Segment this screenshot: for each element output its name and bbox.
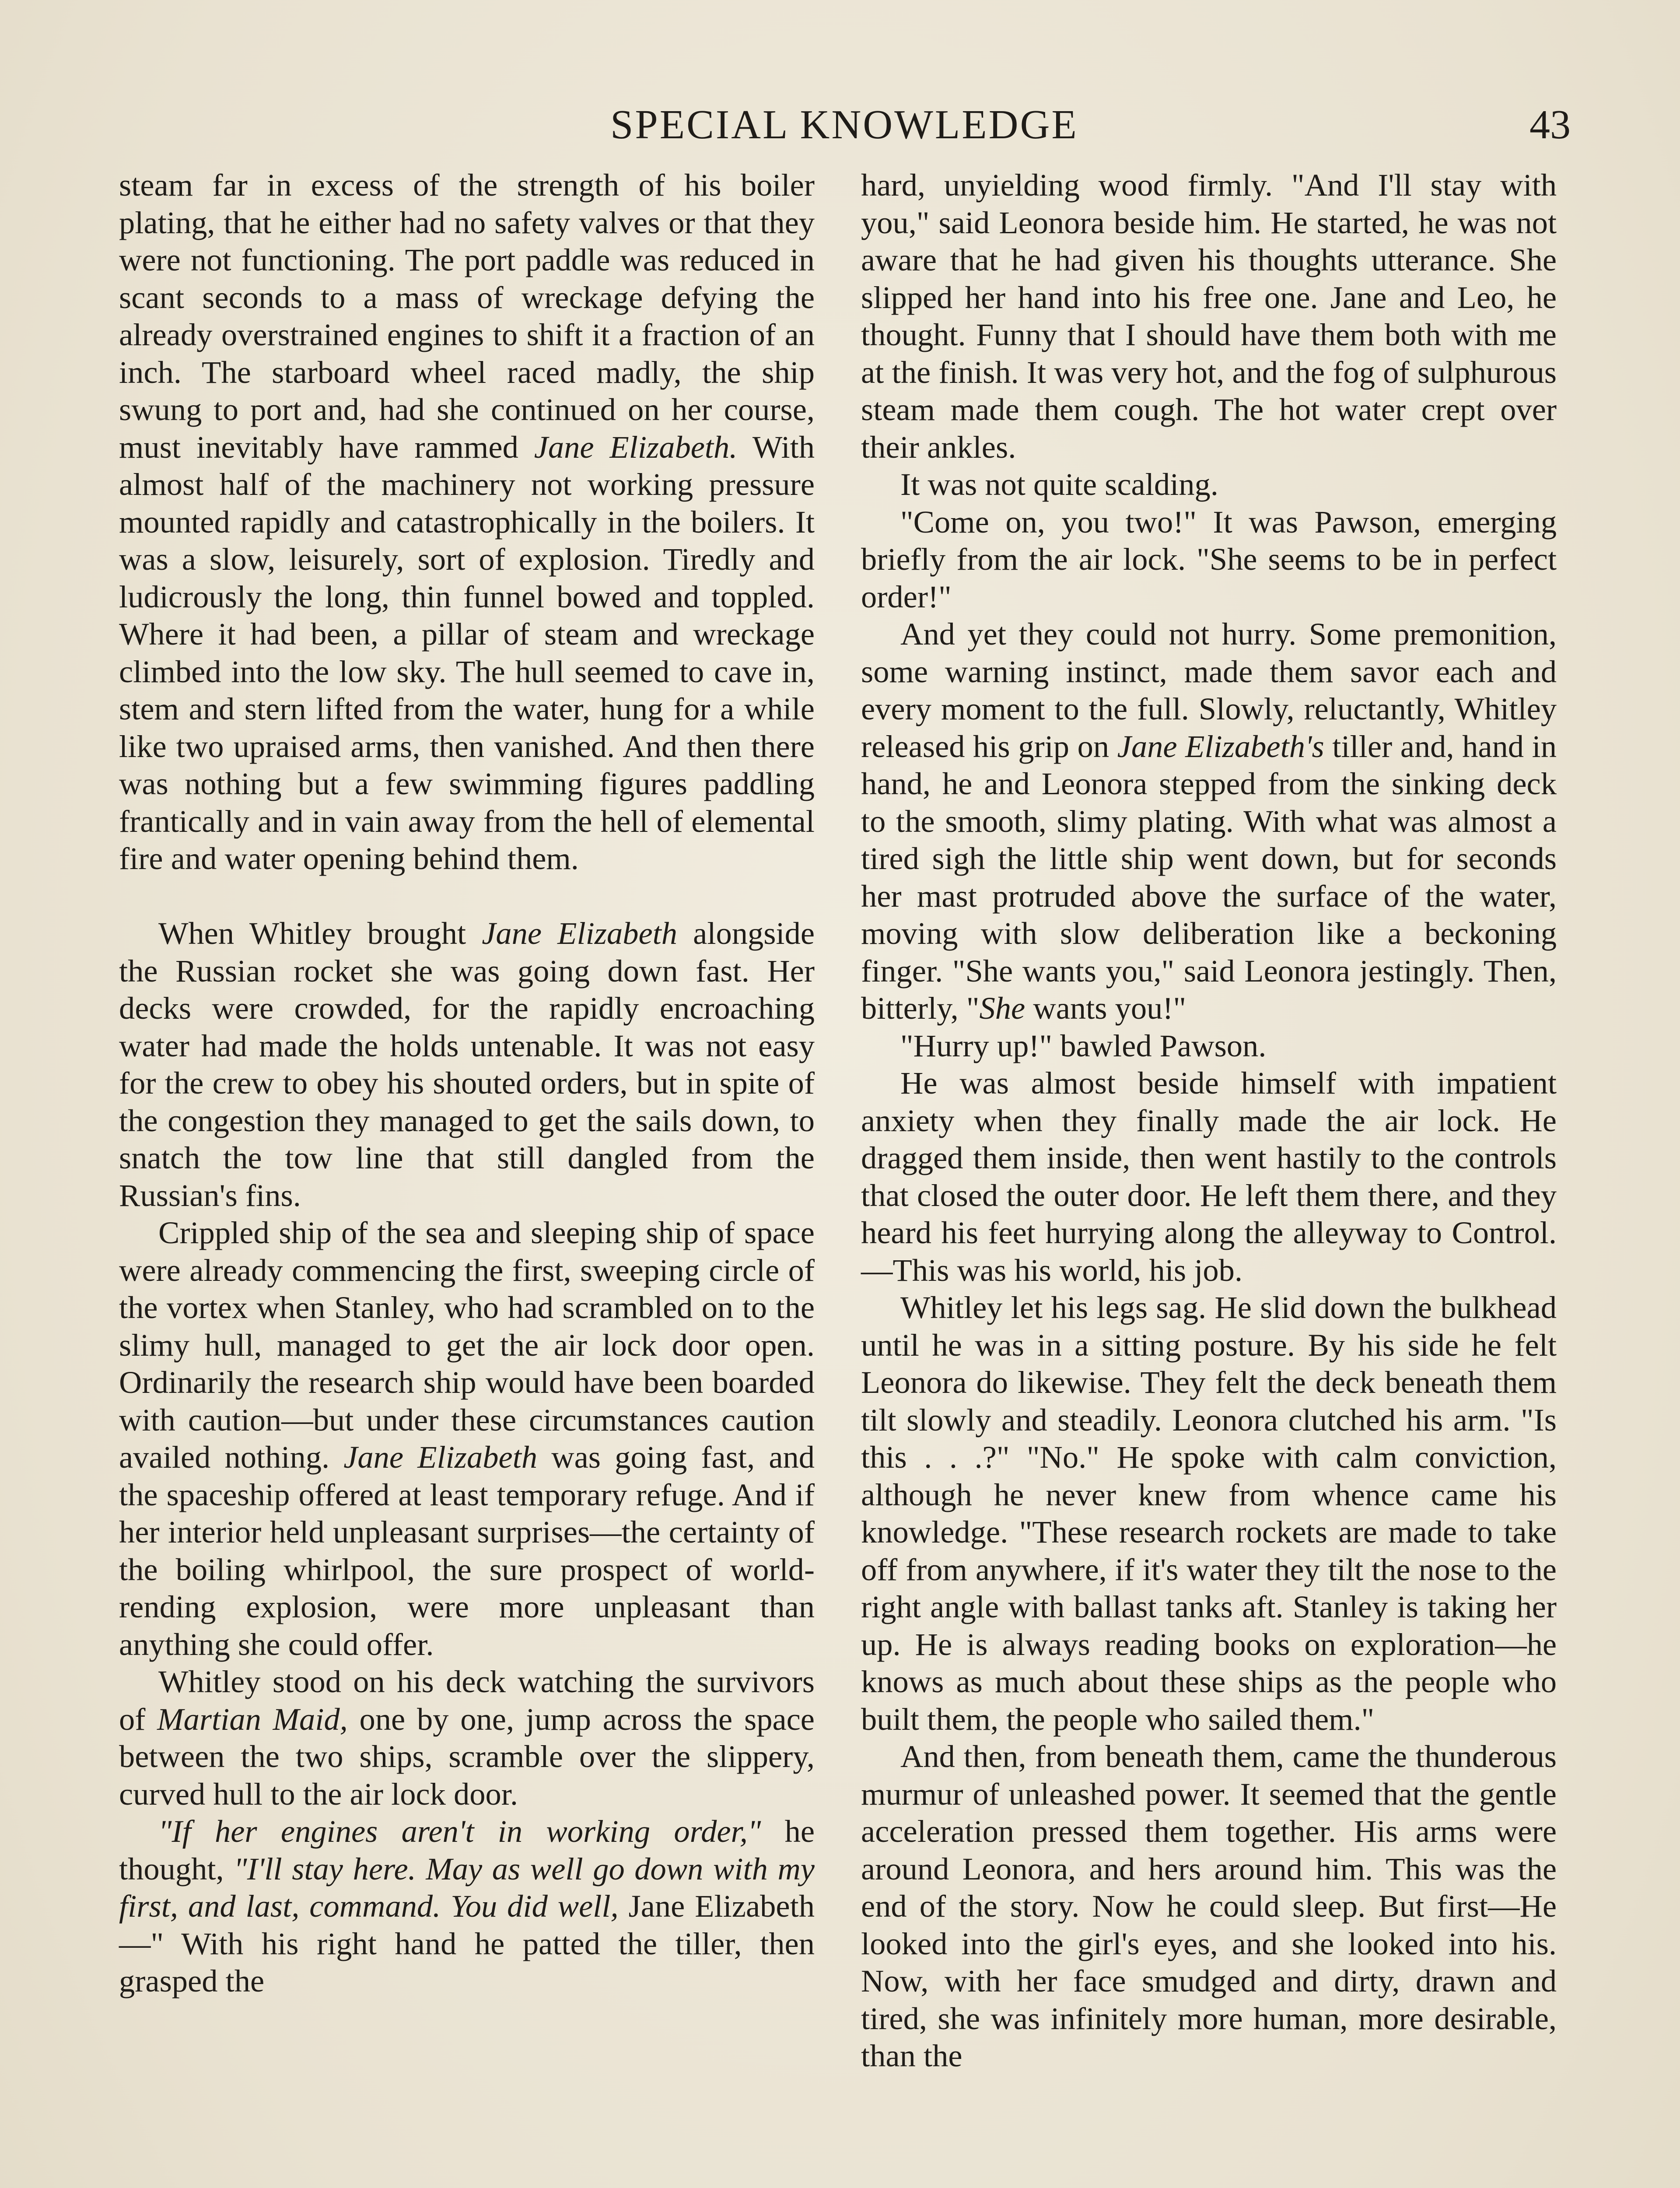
- paragraph: hard, unyielding wood firmly. "And I'll stay with you," said Leonora beside him. He started, he was not aware that he had given his thoughts utterance. She slipped her hand into his free one. Jane and Leo, he thought. Funny that I should have them both with me at the finish. It was very hot, and the fog of sulphurous steam made them cough. The hot water crept over their ankles.: [861, 167, 1557, 465]
- paragraph: Crippled ship of the sea and sleeping ship of space were already commencing the first, sweeping circle of the vortex when Stanley, who had scrambled on to the slimy hull, managed to get the air lock door open. Ordinarily the research ship would have been boarded with caution—but under these circumstances caution availed nothing. Jane Elizabeth was going fast, and the spaceship offered at least temporary refuge. And if her interior held unpleasant surprises—the certainty of the boiling whirlpool, the sure prospect of world-rending explosion, were more unpleasant than anything she could offer.: [119, 1215, 815, 1662]
- paragraph: It was not quite scalding.: [900, 466, 1218, 502]
- paragraph: Whitley let his legs sag. He slid down the bulkhead until he was in a sitting posture. By his side he felt Leonora do likewise. They felt the deck beneath them tilt slowly and steadily. Leonora clutched his arm. "Is this . . .?" "No." He spoke with calm conviction, although he never knew from whence came his knowledge. "These research rockets are made to take off from anywhere, if it's water they tilt the nose to the right angle with ballast tanks aft. Stanley is taking her up. He is always reading books on exploration—he knows as much about these ships as the people who built them, the people who sailed them.": [861, 1290, 1557, 1737]
- paragraph: "Come on, you two!" It was Pawson, emerging briefly from the air lock. "She seems to be in perfect order!": [861, 504, 1557, 614]
- paragraph: And then, from beneath them, came the thunderous murmur of unleashed power. It seemed that the gentle acceleration pressed them together. His arms were around Leonora, and hers around him. This was the end of the story. Now he could sleep. But first—He looked into the girl's eyes, and she looked into his. Now, with her face smudged and dirty, drawn and tired, she was infinitely more human, more desirable, than the: [861, 1739, 1557, 2073]
- paragraph: He was almost beside himself with impatient anxiety when they finally made the air lock. He dragged them inside, then went hastily to the controls that closed the outer door. He left them there, and they heard his feet hurrying along the alleyway to Control.—This was his world, his job.: [861, 1065, 1557, 1288]
- paragraph: And yet they could not hurry. Some premonition, some warning instinct, made them savor each and every moment to the full. Slowly, reluctantly, Whitley released his grip on Jane Elizabeth's tiller and, hand in hand, he and Leonora stepped from the sinking deck to the smooth, slimy plating. With what was almost a tired sigh the little ship went down, but for seconds her mast protruded above the surface of the water, moving with slow deliberation like a beckoning finger. "She wants you," said Leonora jestingly. Then, bitterly, "She wants you!": [861, 616, 1557, 1026]
- paragraph: When Whitley brought Jane Elizabeth alongside the Russian rocket she was going down fast. Her decks were crowded, for the rapidly encroaching water had made the holds untenable. It was not easy for the crew to obey his shouted orders, but in spite of the congestion they managed to get the sails down, to snatch the tow line that still dangled from the Russian's fins.: [119, 915, 815, 1213]
- paragraph: "If her engines aren't in working order," he thought, "I'll stay here. May as well go down with my first, and last, command. You did well, Jane Elizabeth—" With his right hand he patted the tiller, then grasped the: [119, 1813, 815, 1999]
- paragraph: steam far in excess of the strength of his boiler plating, that he either had no safety valves or that they were not functioning. The port paddle was reduced in scant seconds to a mass of wreckage defying the already overstrained engines to shift it a fraction of an inch. The starboard wheel raced madly, the ship swung to port and, had she continued on her course, must inevitably have rammed Jane Elizabeth. With almost half of the machinery not working pressure mounted rapidly and catastrophically in the boilers. It was a slow, leisurely, sort of explosion. Tiredly and ludicrously the long, thin funnel bowed and toppled. Where it had been, a pillar of steam and wreckage climbed into the low sky. The hull seemed to cave in, stem and stern lifted from the water, hung for a while like two upraised arms, then vanished. And then there was nothing but a few swimming figures paddling frantically and in vain away from the hell of elemental fire and water opening behind them.: [119, 167, 815, 876]
- paragraph: Whitley stood on his deck watching the survivors of Martian Maid, one by one, jump across the space between the two ships, scramble over the slippery, curved hull to the air lock door.: [119, 1664, 815, 1812]
- paragraph: "Hurry up!" bawled Pawson.: [900, 1027, 1267, 1063]
- running-head: [118, 94, 1571, 155]
- right-column: [861, 166, 1557, 2188]
- left-column: [119, 166, 815, 2188]
- page-number: 43: [1530, 102, 1571, 147]
- running-title: SPECIAL KNOWLEDGE: [610, 102, 1078, 147]
